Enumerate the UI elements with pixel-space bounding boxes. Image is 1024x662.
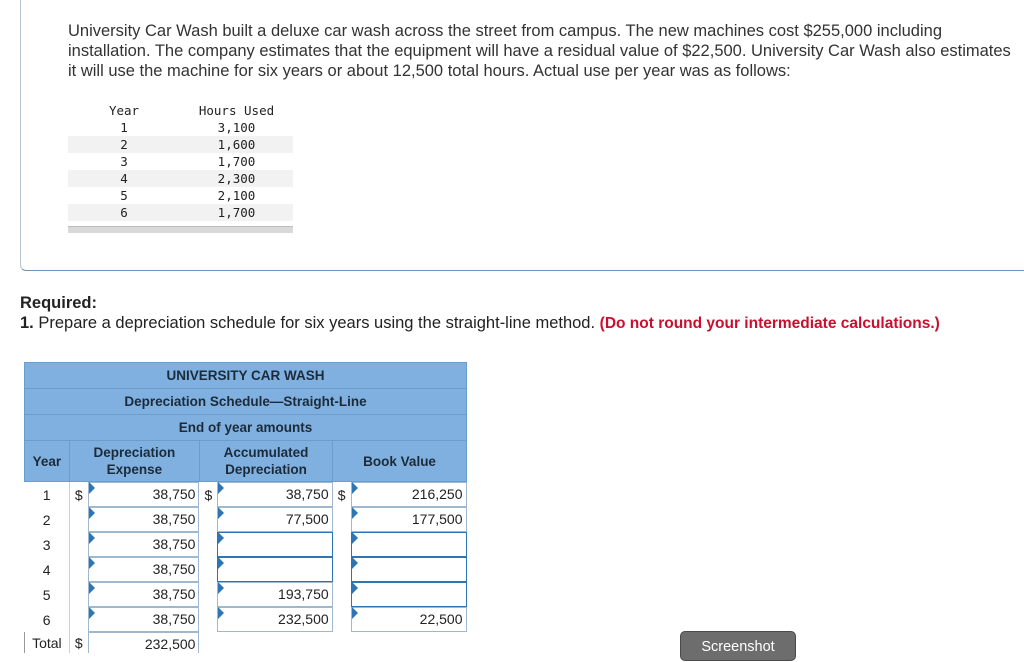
hours-table-hours: 3,100: [217, 120, 256, 135]
table-row: [25, 507, 467, 532]
table-row: [25, 607, 467, 632]
schedule-title: UNIVERSITY CAR WASH: [25, 363, 467, 389]
hours-table-hours: 2,100: [217, 188, 256, 203]
problem-text: University Car Wash built a deluxe car wash across the street from campus. The new machines cost $255,000 including installation. The company estimates that the equipment will have a residual value of $22,500. University Car Wash also estimates it will use the machine for six years or about 12,500 total hours. Actual use per year was as follows:: [68, 22, 1011, 80]
expense-input[interactable]: 38,750: [88, 582, 200, 607]
total-label: Total: [25, 632, 70, 653]
accumulated-input[interactable]: 193,750: [217, 582, 332, 607]
table-row: [68, 187, 293, 204]
currency-sign: $: [337, 486, 346, 503]
row-year: 1: [25, 482, 70, 508]
instruction-body: Prepare a depreciation schedule for six years using the straight-line method.: [33, 314, 600, 332]
accumulated-input[interactable]: 77,500: [217, 507, 332, 532]
hours-table-year: 1: [120, 120, 128, 135]
col-expense-header: Depreciation Expense: [69, 441, 199, 482]
row-year: 3: [25, 532, 70, 557]
row-year: 6: [25, 607, 70, 632]
currency-sign: $: [74, 486, 83, 503]
row-year: 2: [25, 507, 70, 532]
required-heading: Required:: [20, 294, 98, 312]
currency-sign: $: [74, 634, 83, 651]
col-book-value-header: Book Value: [333, 441, 467, 482]
total-expense-value: 232,500: [88, 632, 200, 653]
table-row: [68, 136, 293, 153]
currency-sign: $: [204, 486, 213, 503]
total-row: [25, 632, 467, 653]
instruction-note: (Do not round your intermediate calculations.): [599, 315, 940, 332]
expense-input[interactable]: 38,750: [88, 557, 200, 582]
hours-table-year-header: Year: [108, 102, 140, 118]
row-year: 5: [25, 582, 70, 607]
hours-table-year: 6: [68, 204, 180, 221]
book-value-input[interactable]: [351, 582, 467, 607]
table-row: [25, 582, 467, 607]
hours-table-year: 5: [120, 188, 128, 203]
row-year: 4: [25, 557, 70, 582]
expense-input[interactable]: 38,750: [88, 482, 200, 507]
instruction-number: 1.: [20, 314, 34, 332]
hours-table-year: 4: [68, 170, 180, 187]
table-row: [68, 119, 293, 136]
expense-input[interactable]: 38,750: [88, 507, 200, 532]
hours-table-hours: 2,300: [180, 170, 293, 187]
book-value-input[interactable]: 22,500: [351, 607, 467, 632]
table-row: [25, 482, 467, 508]
book-value-input[interactable]: [351, 532, 467, 557]
hours-table-hours: 1,700: [180, 204, 293, 221]
instruction-text: [20, 314, 940, 333]
book-value-input[interactable]: [351, 557, 467, 582]
schedule-subtitle: Depreciation Schedule—Straight-Line: [25, 389, 467, 415]
col-year-header: Year: [25, 441, 70, 482]
table-row: [25, 532, 467, 557]
book-value-input[interactable]: 216,250: [351, 482, 467, 507]
hours-table-footer: [68, 226, 293, 233]
accumulated-input[interactable]: 38,750: [217, 482, 332, 507]
screenshot-button[interactable]: Screenshot: [680, 631, 796, 661]
hours-table-hours-header: Hours Used: [198, 102, 275, 118]
hours-table-year: 2: [68, 136, 180, 153]
col-accumulated-header: Accumulated Depreciation: [199, 441, 332, 482]
accumulated-input[interactable]: 232,500: [217, 607, 332, 632]
schedule-subheader: End of year amounts: [25, 415, 467, 441]
accumulated-input[interactable]: [217, 532, 332, 557]
table-row: [68, 153, 293, 170]
expense-input[interactable]: 38,750: [88, 532, 200, 557]
hours-table-hours: 1,700: [217, 154, 256, 169]
table-row: [25, 557, 467, 582]
accumulated-input[interactable]: [217, 557, 332, 582]
hours-table-hours: 1,600: [180, 136, 293, 153]
expense-input[interactable]: 38,750: [88, 607, 200, 632]
hours-used-table: [68, 101, 293, 221]
hours-table-year: 3: [120, 154, 128, 169]
book-value-input[interactable]: 177,500: [351, 507, 467, 532]
depreciation-schedule-table: [24, 362, 467, 653]
table-row: [68, 204, 293, 221]
table-row: [68, 170, 293, 187]
